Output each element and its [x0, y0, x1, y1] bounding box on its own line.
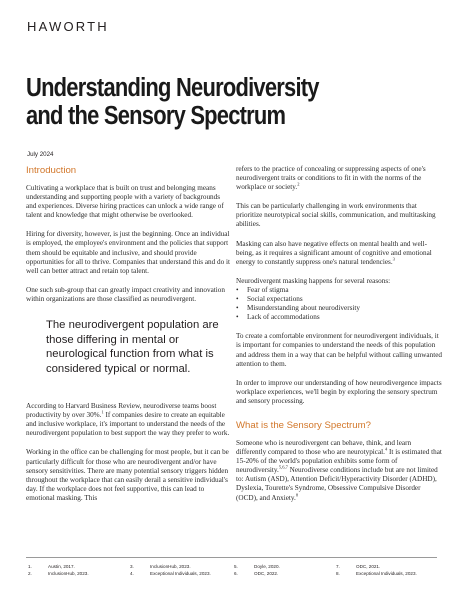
footnote: 6. ODC, 2022. — [234, 571, 279, 577]
list-item: • Lack of accommodations — [236, 313, 442, 322]
right-column — [236, 165, 442, 513]
masking-paragraph-1: refers to the practice of concealing or suppressing aspects of one's neurodivergent traits or conditions to fit in with the norms of the workplace or society.$^2$ — [236, 165, 426, 192]
footnote: 2. InclusionHub, 2023. — [28, 571, 89, 577]
intro-paragraph-3: One such sub-group that can greatly impact creativity and innovation within organizations are those classified as neurodivergent. — [26, 285, 225, 303]
title-line-1: Understanding Neurodiversity — [26, 74, 319, 102]
footnote: 3. InclusionHub, 2023. — [130, 564, 191, 569]
footnotes-group-2 — [130, 563, 211, 578]
intro-paragraph-4: According to Harvard Business Review, neurodiverse teams boost productivity by over 30%.$^1$ If companies desire to create an equitable and inclusive workplace, it's important to understand the needs of the neurodivergent population to best support the way they prefer to work. — [26, 402, 230, 438]
list-item: • Misunderstanding about neurodiversity — [236, 304, 442, 313]
footnote: 8. Exceptional Individuals, 2023. — [336, 571, 417, 577]
pull-quote: The neurodivergent population are those differing in mental or neurological function from what is considered typical or normal. — [46, 319, 219, 375]
sensory-spectrum-paragraph: Someone who is neurodivergent can behave, think, and learn differently compared to those who are neurotypical.$^4$ It is estimated that 15-20% of the world's population exhibits some form of neurodiversity.$^{5,6,7}$ Neurodiverse conditions include but are not limited to: Autism (ASD), Attention Deficit/Hyperactivity Disorder (ADHD), Dyslexia, Tourette's Syndrome, Obsessive Compulsive Disorder (OCD), and Anxiety.$^8$ — [236, 438, 442, 502]
list-item: • Fear of stigma — [236, 286, 442, 295]
footnote-ref: 3 — [392, 256, 395, 262]
introduction-heading: Introduction — [26, 165, 77, 176]
footnotes-group-3 — [234, 563, 280, 578]
list-item: • Social expectations — [236, 295, 442, 304]
footnotes-group-1 — [28, 563, 89, 578]
page-title — [26, 74, 370, 130]
comfortable-environment-paragraph: To create a comfortable environment for neurodivergent individuals, it is important for companies to understand the needs of this population and address them in a way that can be helpful without calling unwanted attention to them. — [236, 332, 442, 368]
intro-paragraph-1: Cultivating a workplace that is built on trust and belonging means understanding and supporting people with a variety of backgrounds and experiences. Diverse hiring practices can unlock a wide range of talent and knowledge that might otherwise be overlooked. — [26, 184, 224, 220]
sensory-spectrum-heading: What is the Sensory Spectrum? — [236, 419, 371, 431]
footnote: 1. Austin, 2017. — [28, 564, 75, 569]
footnote-divider — [26, 557, 437, 558]
improve-understanding-paragraph: In order to improve our understanding of how neurodivergence impacts workplace experiences, we'll begin by exploring the sensory spectrum and sensory processing. — [236, 378, 442, 405]
intro-paragraph-2: Hiring for diversity, however, is just the beginning. Once an individual is employed, the employee's environment and the policies that support them should be equitable and inclusive, and should provide opportunities for all to thrive. Companies that understand this and do it well can better attract and retain top talent. — [26, 230, 231, 275]
masking-reasons-intro: Neurodivergent masking happens for several reasons: — [236, 276, 391, 285]
masking-paragraph-2: This can be particularly challenging in work environments that prioritize neurotypical social skills, communication, and multitasking abilities. — [236, 202, 436, 229]
publication-date: July 2024 — [27, 151, 54, 158]
footnotes-group-4 — [336, 563, 417, 578]
footnote: 5. Doyle, 2020. — [234, 564, 280, 569]
masking-paragraph-3: Masking can also have negative effects on mental health and well-being, as it requires a significant amount of cognitive and emotional energy to constantly suppress one's natural tendencies.$^3$ — [236, 239, 432, 266]
footnote-ref: 1 — [101, 409, 104, 415]
haworth-logo: HAWORTH — [27, 19, 109, 34]
intro-paragraph-5: Working in the office can be challenging for most people, but it can be particularly difficult for those who are neurodivergent and/or have sensory sensitivities. There are many potential sensory triggers hidden throughout the workplace that can easily derail a sensitive individual's day. If the workplace does not feel supportive, this can lead to emotional masking. This — [26, 448, 229, 502]
masking-reasons-list — [236, 286, 442, 322]
footnote: 7. ODC, 2021. — [336, 564, 381, 569]
left-column — [26, 165, 230, 513]
footnote-ref: 2 — [297, 181, 300, 187]
title-line-2: and the Sensory Spectrum — [26, 102, 286, 130]
footnote: 4. Exceptional Individuals, 2023. — [130, 571, 211, 577]
